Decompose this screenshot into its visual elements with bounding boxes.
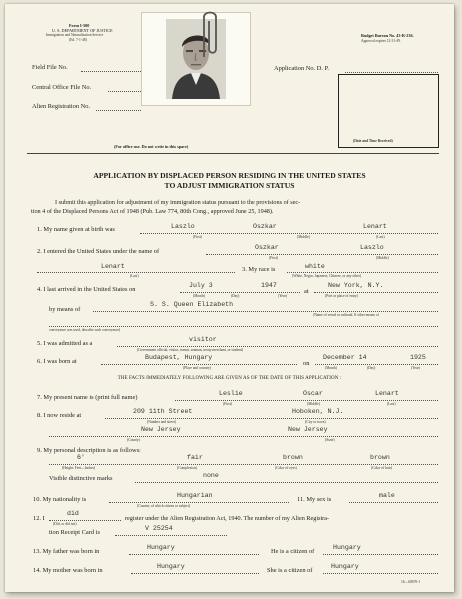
q10-label: 10. My nationality is [33, 496, 87, 503]
q4-vessel-line [93, 311, 438, 312]
q9-eyes: brown [283, 454, 303, 461]
q4-caption-day: (Day) [231, 294, 240, 298]
central-file-line [108, 91, 141, 92]
budget-bureau: Budget Bureau No. 43-R-236. [361, 33, 414, 38]
q12-did: did [67, 510, 79, 517]
q2-label: 2. I entered the United States under the name of [37, 248, 160, 255]
q9-label: 9. My personal description is as follows: [37, 447, 141, 454]
q1-label: 1. My name given at birth was [37, 226, 115, 233]
q13-citizen-line [323, 554, 438, 555]
q9-caption-height: (Height: Feet—Inches) [62, 466, 96, 470]
q6-caption-month: (Month) [325, 366, 337, 370]
q4-caption-month: (Month) [193, 294, 205, 298]
q4-port: New York, N.Y. [328, 282, 384, 289]
facts-heading: THE FACTS IMMEDIATELY FOLLOWING ARE GIVEN AS OF THE DATE OF THIS APPLICATION : [117, 376, 342, 381]
q8-line [105, 418, 438, 419]
application-number-label: Application No. D. P. [274, 65, 330, 72]
q12-did-line [49, 520, 121, 521]
q4-label: 4. I last arrived in the United States on [37, 286, 136, 293]
approval-expiry: Approval expires 12-31-49. [361, 39, 401, 43]
q4-date-line [180, 292, 300, 293]
q7-line [175, 400, 438, 401]
q4-caption-year: (Year) [278, 294, 288, 298]
q9-line [49, 464, 438, 465]
q8-label: 8. I now reside at [37, 412, 82, 419]
footer-code: 16—60670-1 [401, 580, 421, 584]
q2-middle: Laszlo [360, 244, 384, 251]
q8-caption-city: (City or town) [305, 420, 326, 424]
q12-label-pre: 12. I [33, 515, 45, 522]
intro-line2: tion 4 of the Displaced Persons Act of 1948 (Pub. Law 774, 80th Cong., approved June 25, 1948). [31, 208, 274, 215]
date-received-box [338, 74, 439, 148]
paper-clip-icon [196, 9, 226, 59]
q14-born: Hungary [157, 563, 185, 570]
q13-label: 13. My father was born in [33, 548, 100, 555]
q4-port-line [314, 292, 438, 293]
department: U. S. DEPARTMENT OF JUSTICE [52, 28, 113, 33]
q12-card-line [115, 535, 227, 536]
q12-label-card: tion Receipt Card is [49, 529, 100, 536]
q5-value: visitor [189, 336, 217, 343]
q11-value: male [379, 492, 395, 499]
q4-caption-port: (Port or place of entry) [325, 294, 358, 298]
applicant-photo [141, 12, 251, 106]
q11-label: 11. My sex is [297, 496, 332, 503]
q6-place: Budapest, Hungary [145, 354, 213, 361]
q5-label: 5. I was admitted as a [37, 340, 93, 347]
q6-date-line [315, 364, 438, 365]
q6-year: 1925 [410, 354, 426, 361]
q7-last: Lenart [375, 390, 399, 397]
q13-born-line [129, 554, 259, 555]
q8-street: 209 11th Street [133, 408, 193, 415]
q7-caption-first: (First) [223, 402, 232, 406]
date-received-caption: (Date and Time Received) [353, 139, 393, 143]
q1-last: Lenart [363, 223, 387, 230]
office-divider [27, 153, 439, 154]
q7-label: 7. My present name is (print full name) [37, 394, 138, 401]
field-file-line [81, 71, 141, 72]
q7-caption-middle: (Middle) [307, 402, 320, 406]
q3-line [287, 272, 438, 273]
q2-caption-middle: (Middle) [376, 256, 389, 260]
q6-caption-day: (Day) [367, 366, 376, 370]
q7-middle: Oscar [303, 390, 323, 397]
q14-citizen: Hungary [331, 563, 359, 570]
q4-caption-conveyance: conveyance was used, describe such conveyance) [49, 328, 121, 332]
office-use-note: (For office use. Do not write in this space) [114, 144, 189, 149]
q2-last: Lenart [101, 263, 125, 270]
q9-marks-label: Visible distinctive marks [49, 475, 113, 482]
q9-marks-line [135, 482, 438, 483]
form-title-line1: APPLICATION BY DISPLACED PERSON RESIDING IN THE UNITED STATES [93, 171, 366, 180]
central-file-label: Central Office File No. [32, 84, 92, 91]
q7-caption-last: (Last) [387, 402, 396, 406]
q10-value: Hungarian [177, 492, 213, 499]
field-file-label: Field File No. [32, 64, 68, 71]
q8-line2 [49, 436, 438, 437]
q4-vessel: S. S. Queen Elizabeth [150, 301, 234, 308]
q14-label: 14. My mother was born in [33, 567, 103, 574]
q2-caption-last: (Last) [130, 274, 139, 278]
q9-complexion: fair [187, 454, 203, 461]
service: Immigration and Naturalization Service [46, 33, 104, 37]
q14-born-line [131, 573, 259, 574]
q13-citizen-label: He is a citizen of [271, 548, 315, 555]
q4-month-day: July 3 [189, 282, 213, 289]
q8-county: New Jersey [141, 426, 181, 433]
application-form [5, 4, 454, 592]
q8-city: Hoboken, N.J. [292, 408, 344, 415]
q9-caption-hair: (Color of hair) [371, 466, 392, 470]
q3-caption: (White, Negro, Japanese, Chinese, or any other) [292, 274, 362, 278]
q8-caption-county: (County) [127, 438, 140, 442]
intro-line1: I submit this application for adjustment of my immigration status pursuant to the provisions of sec- [55, 199, 301, 206]
q9-caption-eyes: (Color of eyes) [275, 466, 297, 470]
q14-citizen-label: She is a citizen of [267, 567, 313, 574]
q10-caption: (Country of which citizen or subject) [137, 504, 191, 508]
q1-caption-first: (First) [193, 235, 202, 239]
q5-line [117, 346, 438, 347]
edition: (Ed. 7-1-48) [69, 38, 87, 42]
q12-caption-did: (Did, or did not) [53, 522, 77, 526]
q1-caption-last: (Last) [376, 235, 385, 239]
q1-line [140, 233, 438, 234]
q4-at: at [304, 288, 309, 295]
q5-caption: (Government official, visitor, transit, seaman, treaty merchant, or student) [137, 348, 244, 352]
q2-caption-first: (First) [269, 256, 278, 260]
q6-label: 6. I was born at [37, 358, 77, 365]
alien-registration-label: Alien Registration No. [32, 103, 91, 110]
q6-place-line [101, 364, 297, 365]
q4-year: 1947 [261, 282, 277, 289]
q8-state: New Jersey [288, 426, 328, 433]
q3-label: 3. My race is [242, 266, 276, 273]
q2-line2 [37, 272, 235, 273]
q1-middle: Oszkar [253, 223, 277, 230]
q4-caption-vessel: (Name of vessel or railroad. If other means of [313, 313, 379, 317]
q9-hair: brown [370, 454, 390, 461]
q13-born: Hungary [147, 544, 175, 551]
q9-caption-complexion: (Complexion) [177, 466, 198, 470]
form-number: Form I-500 [69, 23, 90, 28]
q2-line [206, 254, 438, 255]
q4-by-means-label: by means of [49, 306, 81, 313]
q6-caption-place: (Place and country) [183, 366, 212, 370]
q12-label-post: register under the Alien Registration Act, 1940. The number of my Alien Registra- [125, 515, 330, 522]
q11-line [349, 502, 438, 503]
q2-first: Oszkar [255, 244, 279, 251]
q6-on: on [303, 360, 310, 367]
form-title-line2: TO ADJUST IMMIGRATION STATUS [164, 181, 295, 190]
q10-line [109, 502, 289, 503]
q1-caption-middle: (Middle) [297, 235, 310, 239]
q7-first: Leslie [219, 390, 243, 397]
q6-date: December 14 [323, 354, 367, 361]
q13-citizen: Hungary [333, 544, 361, 551]
q9-marks: none [203, 472, 219, 479]
q14-citizen-line [323, 573, 438, 574]
q9-height: 6' [77, 454, 85, 461]
q4-conveyance-line [49, 326, 438, 327]
q6-caption-year: (Year) [411, 366, 421, 370]
alien-registration-line [96, 110, 141, 111]
q8-caption-street: (Number and street) [147, 420, 176, 424]
q12-card-number: V 25254 [145, 525, 173, 532]
q8-caption-state: (State) [325, 438, 335, 442]
application-number-line [345, 72, 438, 73]
q1-first: Laszlo [171, 223, 195, 230]
q3-value: white [305, 263, 325, 270]
